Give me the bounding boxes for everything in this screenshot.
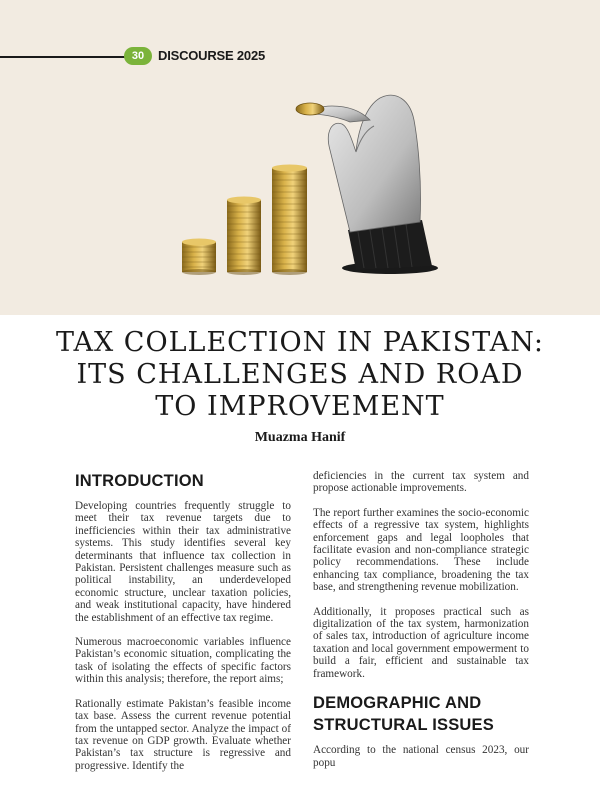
- left-column: [75, 470, 291, 784]
- body-paragraph: Numerous macroeconomic variables influence Pakistan’s economic situation, complicating the task of isolating the effects of specific factors within this analysis; therefore, the report aims;: [75, 636, 291, 686]
- title-line: ITS CHALLENGES AND ROAD: [76, 359, 524, 390]
- body-paragraph: The report further examines the socio-economic effects of a regressive tax system, highlights enforcement gaps and legal loopholes that facilitate evasion and non-compliance strategic policy recommendations. These include enhancing tax compliance, broadening the tax base, and strengthening revenue mobilization.: [313, 506, 529, 594]
- coins-hand-illustration: [160, 80, 450, 315]
- title-line: TAX COLLECTION IN PAKISTAN:: [55, 327, 545, 358]
- coin-stack-2: [227, 197, 261, 276]
- right-column: [313, 470, 529, 781]
- body-paragraph: Rationally estimate Pakistan’s feasible income tax base. Assess the current revenue potential from the untapped sector. Analyze the impact of tax revenue on GDP growth. Evaluate whether Pakistan’s tax structure is regressive and progressive. Identify the: [75, 697, 291, 772]
- article-title: [40, 327, 560, 423]
- body-paragraph: deficiencies in the current tax system and propose actionable improvements.: [313, 470, 529, 495]
- heading-line: STRUCTURAL ISSUES: [313, 716, 494, 735]
- section-heading-demographic: [313, 692, 529, 736]
- heading-line: DEMOGRAPHIC AND: [313, 694, 482, 713]
- author-byline: Muazma Hanif: [254, 430, 346, 445]
- section-heading-introduction: INTRODUCTION: [75, 472, 204, 490]
- hero-banner: [0, 0, 600, 315]
- header-rule: [0, 56, 126, 58]
- body-paragraph: Additionally, it proposes practical such as digitalization of the tax system, harmonization of sales tax, introduction of agriculture income taxation and local government empowerment to build a fair, efficient and sustainable tax framework.: [313, 605, 529, 680]
- body-paragraph: According to the national census 2023, our popu: [313, 744, 529, 769]
- page-number-badge: 30: [124, 47, 152, 65]
- body-paragraph: Developing countries frequently struggle to meet their tax revenue targets due to inefficiencies within their tax administrative systems. This study identifies several key determinants that influence tax collection in Pakistan. Persistent challenges measure such as political instability, an underdeveloped economic structure, unclear taxation policies, and weak institutional capacity, have hindered the establishment of an effective tax regime.: [75, 500, 291, 624]
- coin-stack-3: [272, 165, 307, 276]
- title-line: TO IMPROVEMENT: [155, 391, 445, 422]
- coin-stack-1: [182, 239, 216, 276]
- magazine-name: DISCOURSE 2025: [158, 48, 266, 63]
- coin-held: [296, 103, 324, 115]
